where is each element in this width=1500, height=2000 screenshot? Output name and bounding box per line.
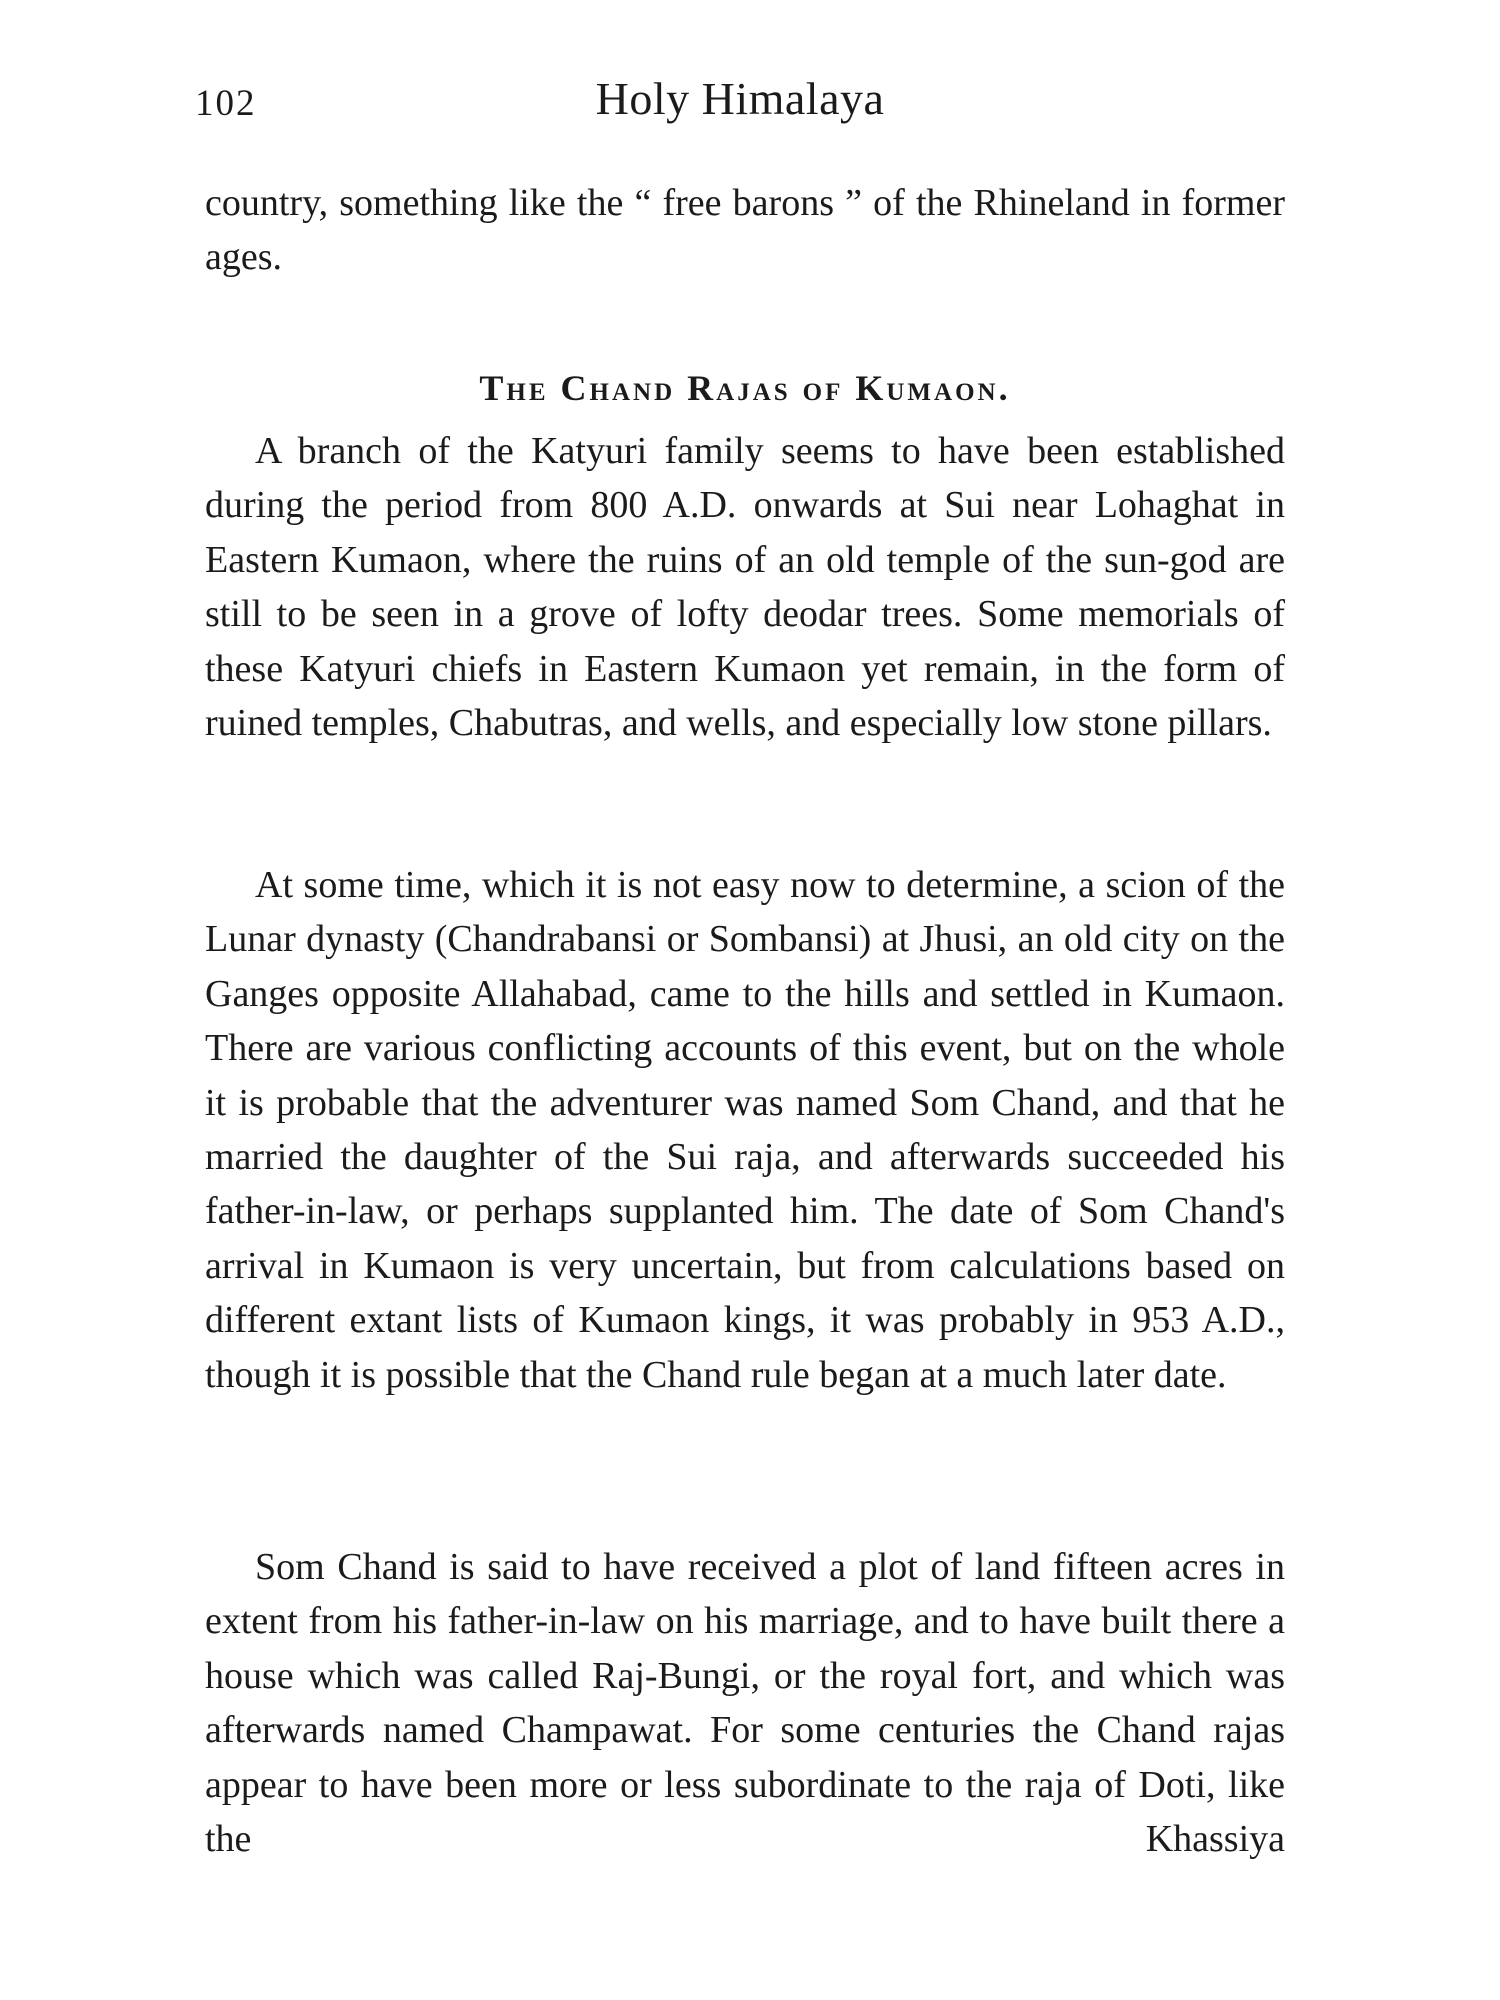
paragraph-1: A branch of the Katyuri family seems to have been established during the period from 800 A.D. onwards at Sui near Lohaghat in Eastern Kumaon, where the ruins of an old temple of the sun-god are still to be seen in a grove of lofty deodar trees. Some memorials of these Katyuri chiefs in Eastern Kumaon yet remain, in the form of ruined temples, Chabutras, and wells, and especially low stone pillars. [205,430,1285,745]
running-title: Holy Himalaya [595,73,885,124]
section-heading: The Chand Rajas of Kumaon. [479,368,1011,408]
page-number: 102 [195,83,257,124]
continuation-paragraph: country, something like the “ free barons ” of the Rhineland in former ages. [205,182,1285,279]
running-head [195,72,1285,142]
paragraph-2: At some time, which it is not easy now to determine, a scion of the Lunar dynasty (Chandrabansi or Sombansi) at Jhusi, an old city on the Ganges opposite Allahabad, came to the hills and settled in Kumaon. There are various conflicting accounts of this event, but on the whole it is probable that the adventurer was named Som Chand, and that he married the daughter of the Sui raja, and afterwards succeeded his father-in-law, or perhaps supplanted him. The date of Som Chand's arrival in Kumaon is very uncertain, but from calculations based on different extant lists of Kumaon kings, it was probably in 953 A.D., though it is possible that the Chand rule began at a much later date. [205,864,1285,1396]
paragraph-3: Som Chand is said to have received a plot of land fifteen acres in extent from his father-in-law on his marriage, and to have built there a house which was called Raj-Bungi, or the royal fort, and which was afterwards named Champawat. For some centuries the Chand rajas appear to have been more or less subordinate to the raja of Doti, like the Khassiya [205,1546,1285,1861]
